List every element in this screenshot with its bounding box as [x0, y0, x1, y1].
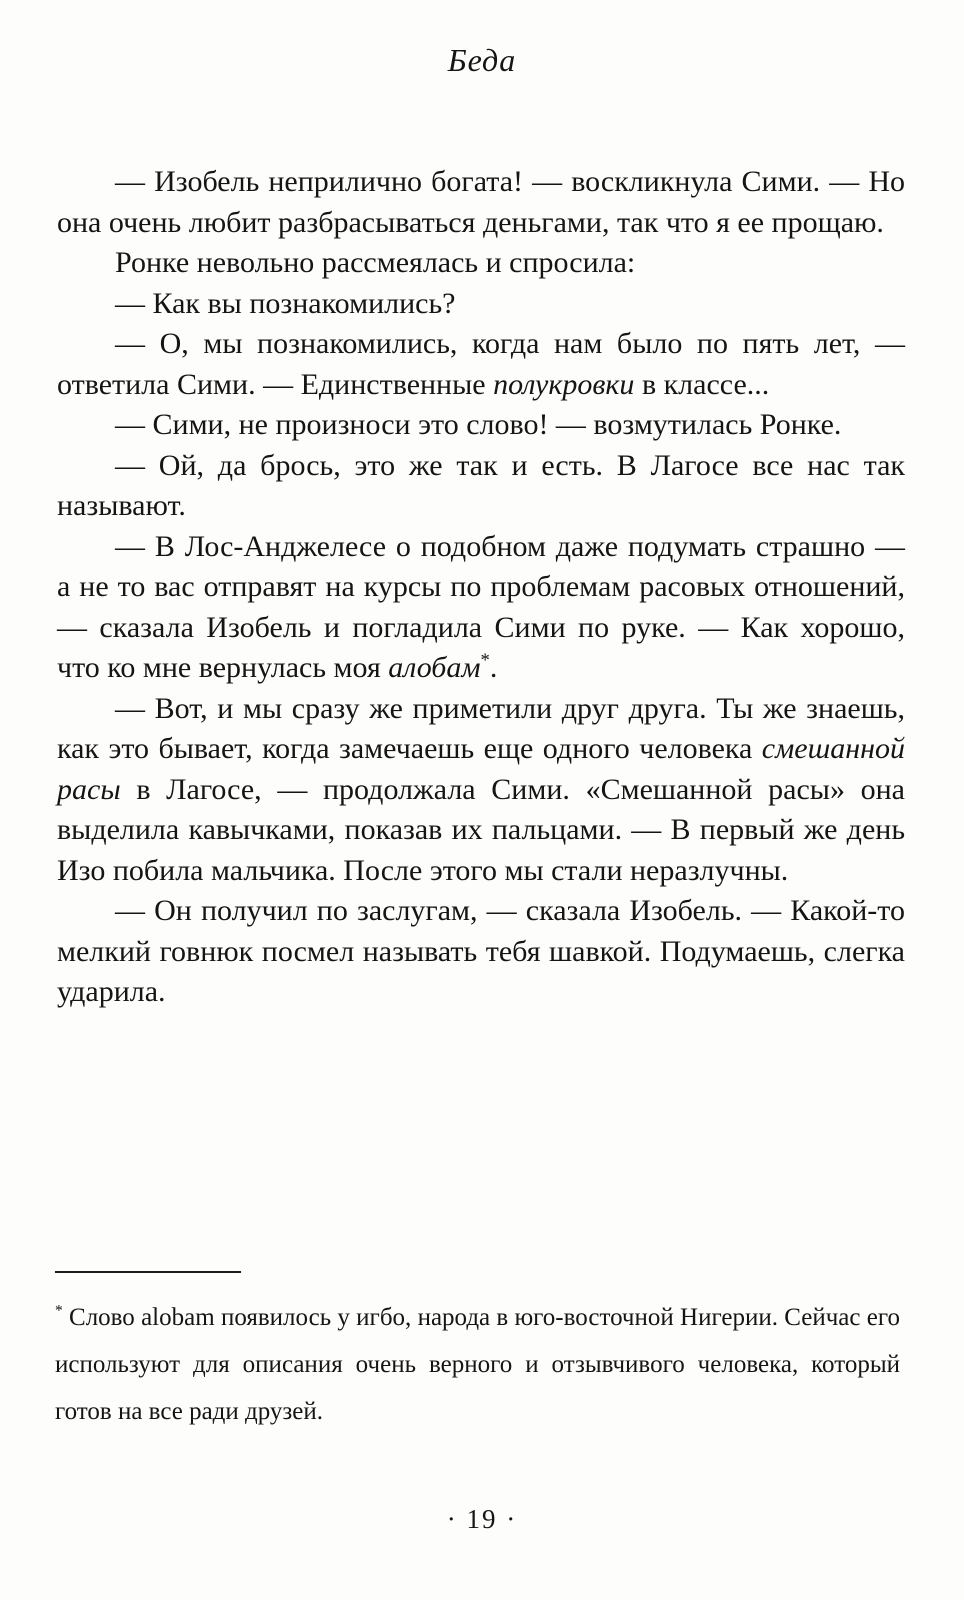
text-segment: — Он получил по заслугам, — сказала Изобель. — Какой-то мелкий говнюк посмел называть тебя шавкой. Подумаешь, слегка ударила. — [57, 894, 905, 1008]
paragraph — [57, 162, 905, 243]
page-number: · 19 · — [446, 1504, 518, 1534]
text-segment: — В Лос-Анджелесе о подобном даже подумать страшно — а не то вас отправят на курсы по проблемам расовых отношений, — сказала Изобель и погладила Сими по руке. — Как хорошо, что ко мне вернулась моя — [57, 529, 905, 684]
text-segment: Слово alobam появилось у игбо, народа в юго-восточной Нигерии. Сейчас его используют для описания очень верного и отзывчивого человека, который готов на все ради друзей. — [55, 1304, 900, 1425]
text-segment: — Ой, да брось, это же так и есть. В Лагосе все нас так называют. — [57, 448, 905, 522]
text-segment: — Вот, и мы сразу же приметили друг друга. Ты же знаешь, как это бывает, когда замечаешь еще одного человека — [57, 691, 905, 765]
text-segment: — Сими, не произноси это слово! — возмутилась Ронке. — [115, 408, 842, 441]
text-segment: — Как вы познакомились? — [115, 286, 456, 320]
footnote-reference-mark: * — [480, 650, 490, 671]
running-head: Беда — [447, 42, 517, 78]
text-segment: в Лагосе, — продолжала Сими. «Смешанной расы» она выделила кавычками, показав их пальцами. — В первый же день Изо побила мальчика. После этого мы стали неразлучны. — [57, 772, 905, 887]
emphasized-text: алобам — [388, 651, 481, 684]
emphasized-text: полукровки — [493, 367, 635, 401]
paragraph — [57, 243, 905, 284]
paragraph — [57, 284, 905, 325]
footnote-divider — [55, 1271, 241, 1273]
paragraph — [57, 891, 905, 1013]
footnote-marker: * — [55, 1302, 63, 1320]
paragraph — [57, 405, 905, 446]
text-segment: в классе... — [634, 367, 770, 401]
text-segment: — Изобель неприлично богата! — воскликнула Сими. — Но она очень любит разбрасываться деньгами, так что я ее прощаю. — [57, 165, 905, 239]
text-segment: . — [489, 651, 498, 684]
footnote — [55, 1294, 900, 1435]
paragraph — [57, 324, 905, 405]
text-segment: Ронке невольно рассмеялась и спросила: — [115, 246, 636, 279]
body-text — [57, 162, 905, 1013]
text-segment: — О, мы познакомились, когда нам было по пять лет, — ответила Сими. — Единственные — [57, 327, 905, 401]
paragraph — [57, 527, 905, 689]
paragraph — [57, 446, 905, 527]
paragraph — [57, 689, 905, 892]
emphasized-text: смешанной расы — [57, 732, 905, 806]
